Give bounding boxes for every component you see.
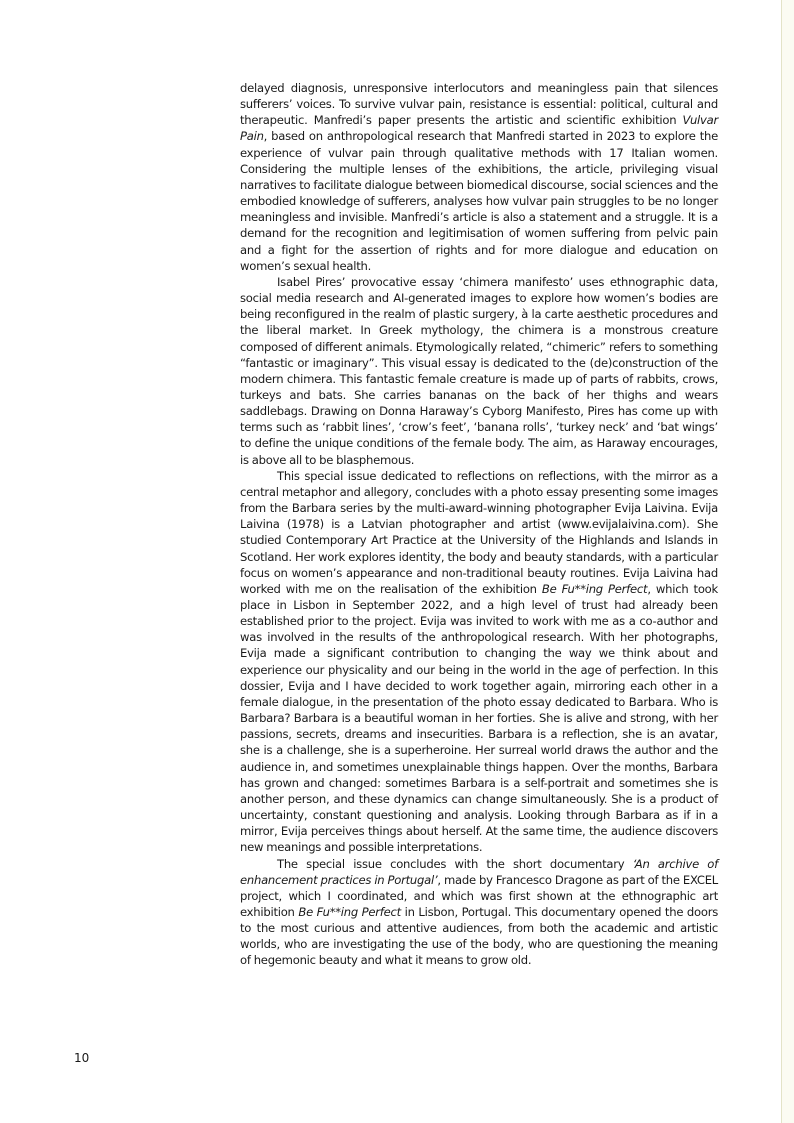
text-segment: This special issue dedicated to reflections on reflections, with the mirror as a central metaphor and allegory, concludes with a photo essay presenting some images from the Barbara series by the multi-award-winning photographer Evija Laivina. Evija Laivina (1978) is a Latvian photographer and artist (www.evijalaivina.com). She studied Contemporary Art Practice at the University of the Highlands and Islands in Scotland. Her work explores identity, the body and beauty standards, with a particular focus on women’s appearance and non-traditional beauty routines. Evija Laivina had worked with me on the realisation of the exhibition xyxy=(240,468,718,596)
page-edge-strip xyxy=(781,0,794,1123)
text-segment: , based on anthropological research that Manfredi started in 2023 to explore the experience of vulvar pain through qualitative methods with 17 Italian women. Considering the multiple lenses of the exhibitions, the article, privileging visual narratives to facilitate dialogue between biomedical discourse, social sciences and the embodied knowledge of sufferers, analyses how vulvar pain struggles to be no longer meaningless and invisible. Manfredi’s article is also a statement and a struggle. It is a demand for the recognition and legitimisation of women suffering from pelvic pain and a fight for the assertion of rights and for more dialogue and education on women’s sexual health. xyxy=(240,129,718,273)
paragraph-documentary xyxy=(240,856,718,969)
documentary-title: ‘An archive of enhancement practices in Portugal’ xyxy=(240,856,718,887)
text-segment: delayed diagnosis, unresponsive interlocutors and meaningless pain that silences sufferers’ voices. To survive vulvar pain, resistance is essential: political, cultural and therapeutic. Manfredi’s paper presents the artistic and scientific exhibition xyxy=(240,81,718,128)
paragraph-pires xyxy=(240,274,718,468)
exhibition-title-be-perfect: Be Fu**ing Perfect xyxy=(298,904,401,919)
text-segment: Isabel Pires’ provocative essay ‘chimera manifesto’ uses ethnographic data, social media research and AI-generated images to explore how women’s bodies are being reconfigured in the realm of plastic surgery, à la carte aesthetic procedures and the liberal market. In Greek mythology, the chimera is a monstrous creature composed of different animals. Etymologically related, “chimeric” refers to something “fantastic or imaginary”. This visual essay is dedicated to the (de)construction of the modern chimera. This fantastic female creature is made up of parts of rabbits, crows, turkeys and bats. She carries bananas on the back of her thighs and wears saddlebags. Drawing on Donna Haraway’s Cyborg Manifesto, Pires has come up with terms such as ‘rabbit lines’, ‘crow’s feet’, ‘banana rolls’, ‘turkey neck’ and ‘bat wings’ to define the unique conditions of the female body. The aim, as Haraway encourages, is above all to be blasphemous. xyxy=(240,274,718,467)
exhibition-title-be-perfect: Be Fu**ing Perfect xyxy=(541,581,648,596)
text-segment: The special issue concludes with the short documentary xyxy=(277,856,633,871)
text-segment: , which took place in Lisbon in September 2022, and a high level of trust had already been established prior to the project. Evija was invited to work with me as a co-author and was involved in the results of the anthropological research. With her photographs, Evija made a significant contribution to changing the way we think about and experience our physicality and our being in the world in the age of perfection. In this dossier, Evija and I have decided to work together again, mirroring each other in a female dialogue, in the presentation of the photo essay dedicated to Barbara. Who is Barbara? Barbara is a beautiful woman in her forties. She is alive and strong, with her passions, secrets, dreams and insecurities. Barbara is a reflection, she is an avatar, she is a challenge, she is a superheroine. Her surreal world draws the author and the audience in, and sometimes unexplainable things happen. Over the months, Barbara has grown and changed: sometimes Barbara is a self-portrait and sometimes she is another person, and these dynamics can change simultaneously. She is a product of uncertainty, constant questioning and analysis. Looking through Barbara as if in a mirror, Evija perceives things about herself. At the same time, the audience discovers new meanings and possible interpretations. xyxy=(240,581,718,855)
text-segment: , made by Francesco Dragone as part of the EXCEL project, which I coordinated, and which was first shown at the ethnographic art exhibition xyxy=(240,872,718,919)
page-number: 10 xyxy=(74,1051,90,1065)
exhibition-title-vulvar-pain: Vulvar Pain xyxy=(240,113,718,144)
paragraph-laivina xyxy=(240,468,718,856)
paragraph-manfredi xyxy=(240,80,718,274)
text-segment: in Lisbon, Portugal. This documentary opened the doors to the most curious and attentive audiences, from both the academic and artistic worlds, who are investigating the use of the body, who are questioning the meaning of hegemonic beauty and what it means to grow old. xyxy=(240,904,719,968)
body-text xyxy=(240,80,718,969)
